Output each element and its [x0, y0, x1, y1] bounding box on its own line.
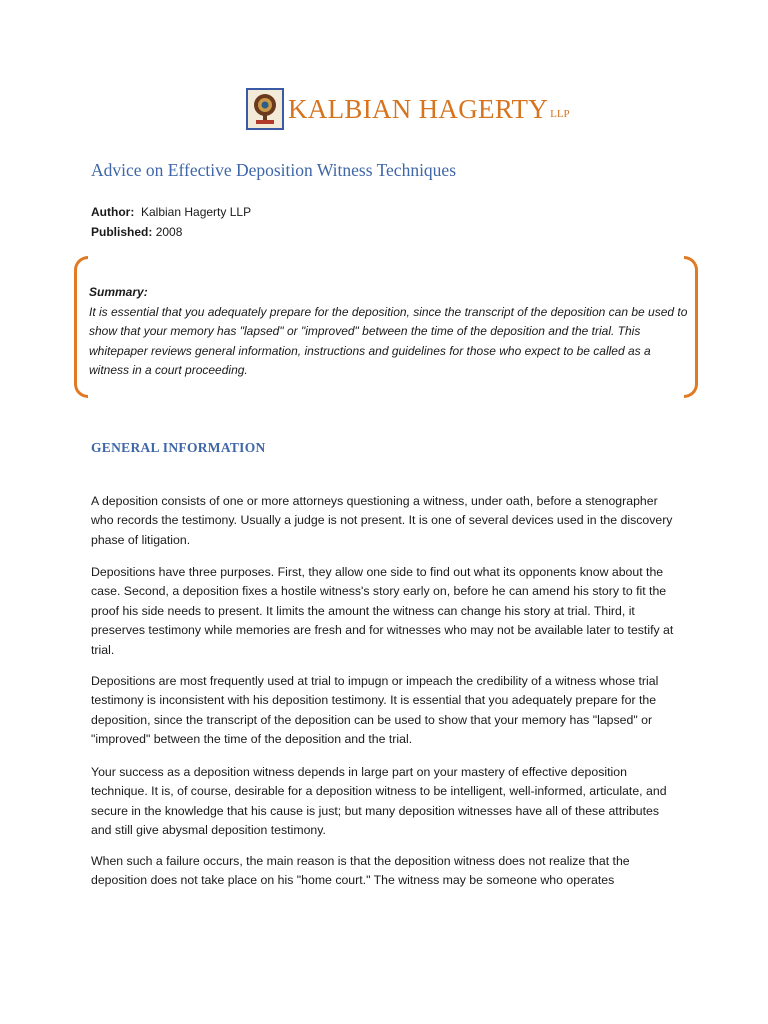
summary-left-bracket [74, 256, 88, 398]
author-label: Author: [91, 205, 135, 219]
company-logo [246, 88, 570, 130]
section-heading: GENERAL INFORMATION [91, 440, 266, 455]
paragraph: Depositions have three purposes. First, they allow one side to find out what its opponents know about the case. Second, a deposition fixes a hostile witness's story early on, before he can amend his story to fit the proof his side needs to present. It limits the amount the witness can change his story at trial. Third, it preserves testimony while memories are fresh and for witnesses who may not be available later to testify at trial. [91, 565, 674, 657]
published-label: Published: [91, 225, 153, 239]
paragraph: Your success as a deposition witness depends in large part on your mastery of effective deposition technique. It is, of course, desirable for a deposition witness to be intelligent, well-informed, articulate, and secure in the knowledge that his cause is just; but many deposition witnesses have all of these attributes and still give abysmal deposition testimony. [91, 765, 667, 838]
peacock-emblem-icon [246, 88, 284, 130]
paragraph: A deposition consists of one or more attorneys questioning a witness, under oath, before a stenographer who records the testimony. Usually a judge is not present. It is one of several devices used in the discovery phase of litigation. [91, 494, 673, 547]
logo-suffix: LLP [550, 108, 570, 120]
paragraph: Depositions are most frequently used at trial to impugn or impeach the credibility of a witness whose trial testimony is inconsistent with his deposition testimony. It is essential that you adequately prepare for the deposition, since the transcript of the deposition can be used to show that your memory has "lapsed" or "improved" between the time of the deposition and the trial. [91, 674, 659, 747]
logo-wordmark: KALBIAN HAGERTY [288, 94, 549, 124]
summary-label: Summary: [89, 285, 148, 299]
summary-box [89, 283, 689, 381]
paragraph: When such a failure occurs, the main reason is that the deposition witness does not realize that the deposition does not take place on his "home court." The witness may be someone who operates [91, 854, 630, 888]
published-value: 2008 [155, 225, 183, 239]
summary-text: It is essential that you adequately prepare for the deposition, since the transcript of the deposition can be used to show that your memory has "lapsed" or "improved" between the time of the deposition and the trial. This whitepaper reviews general information, instructions and guidelines for those who expect to be called as a witness in a court proceeding. [89, 304, 688, 378]
author-value: Kalbian Hagerty LLP [141, 205, 252, 219]
document-title: Advice on Effective Deposition Witness Techniques [91, 160, 457, 180]
author-line [91, 205, 251, 219]
published-line [91, 225, 182, 239]
